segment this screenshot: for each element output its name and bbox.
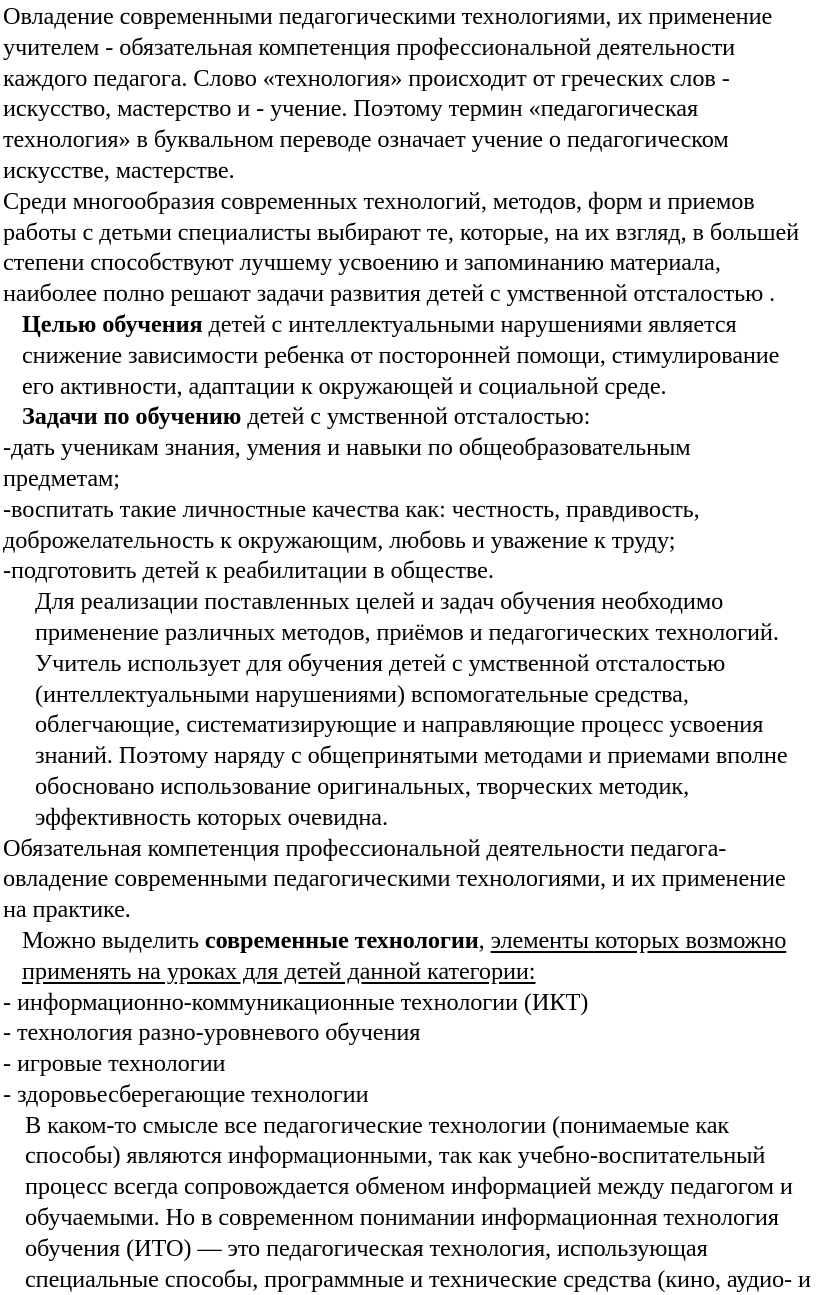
document-page — [3, 2, 813, 1295]
modern-technologies-heading: современные технологии — [204, 926, 479, 954]
technology-item-3: - игровые технологии — [3, 1050, 226, 1078]
technology-item-4: - здоровьесберегающие технологии — [3, 1080, 369, 1108]
learning-goal-heading: Целью обучения — [22, 310, 203, 338]
modern-technologies-paragraph — [3, 926, 813, 988]
technology-item-2: - технология разно-уровневого обучения — [3, 1019, 421, 1047]
task-item-1: -дать ученикам знания, умения и навыки по общеобразовательным предметам; — [3, 434, 691, 492]
competence-paragraph: Обязательная компетенция профессиональной деятельности педагога- овладение современными педагогическими технологиями, и их применение на практике. — [3, 834, 786, 924]
modern-technologies-intro: Можно выделить — [22, 926, 205, 954]
learning-goal-paragraph — [3, 310, 813, 402]
modern-technologies-comma: , — [478, 926, 491, 954]
technology-item-1: - информационно-коммуникационные технологии (ИКТ) — [3, 988, 589, 1016]
learning-tasks-heading: Задачи по обучению — [22, 403, 242, 431]
methods-paragraph: Для реализации поставленных целей и задач обучения необходимо применение различных методов, приёмов и педагогических технологий. Учитель использует для обучения детей с умственной отсталостью (интеллектуальными нарушениями) вспомогательные средства, облегчающие, систематизирующие и направляющие процесс усвоения знаний. Поэтому наряду с общепринятыми методами и приемами вполне обосновано использование оригинальных, творческих методик, эффективность которых очевидна. — [35, 588, 788, 831]
modern-technologies-underlined: элементы которых возможно применять на уроках для детей данной категории: — [22, 926, 787, 985]
information-technology-paragraph: В каком-то смысле все педагогические технологии (понимаемые как способы) являются информационными, так как учебно-воспитательный процесс всегда сопровождается обменом информацией между педагогом и обучаемыми. Но в современном понимании информационная технология обучения (ИТО) — это педагогическая технология, использующая специальные способы, программные и технические средства (кино, аудио- и — [25, 1111, 811, 1293]
learning-tasks-text: детей с умственной отсталостью: — [241, 403, 591, 431]
task-item-2: -воспитать такие личностные качества как: честность, правдивость, доброжелательность к окружающим, любовь и уважение к труду; — [3, 495, 700, 554]
learning-tasks-paragraph — [3, 402, 813, 433]
task-item-3: -подготовить детей к реабилитации в обществе. — [3, 557, 494, 585]
learning-goal-text: детей с интеллектуальными нарушениями является снижение зависимости ребенка от посторонней помощи, стимулирование его активности, адаптации к окружающей и социальной среде. — [22, 310, 780, 400]
intro-paragraph: Овладение современными педагогическими технологиями, их применение учителем - обязательная компетенция профессиональной деятельности каждого педагога. Слово «технология» происходит от греческих слов - искусство, мастерство и - учение. Поэтому термин «педагогическая технология» в буквальном переводе означает учение о педагогическом искусстве, мастерстве. — [3, 3, 773, 184]
technologies-choice-paragraph: Среди многообразия современных технологий, методов, форм и приемов работы с детьми специалисты выбирают те, которые, на их взгляд, в большей степени способствуют лучшему усвоению и запоминанию материала, наиболее полно решают задачи развития детей с умственной отсталостью . — [3, 187, 800, 308]
